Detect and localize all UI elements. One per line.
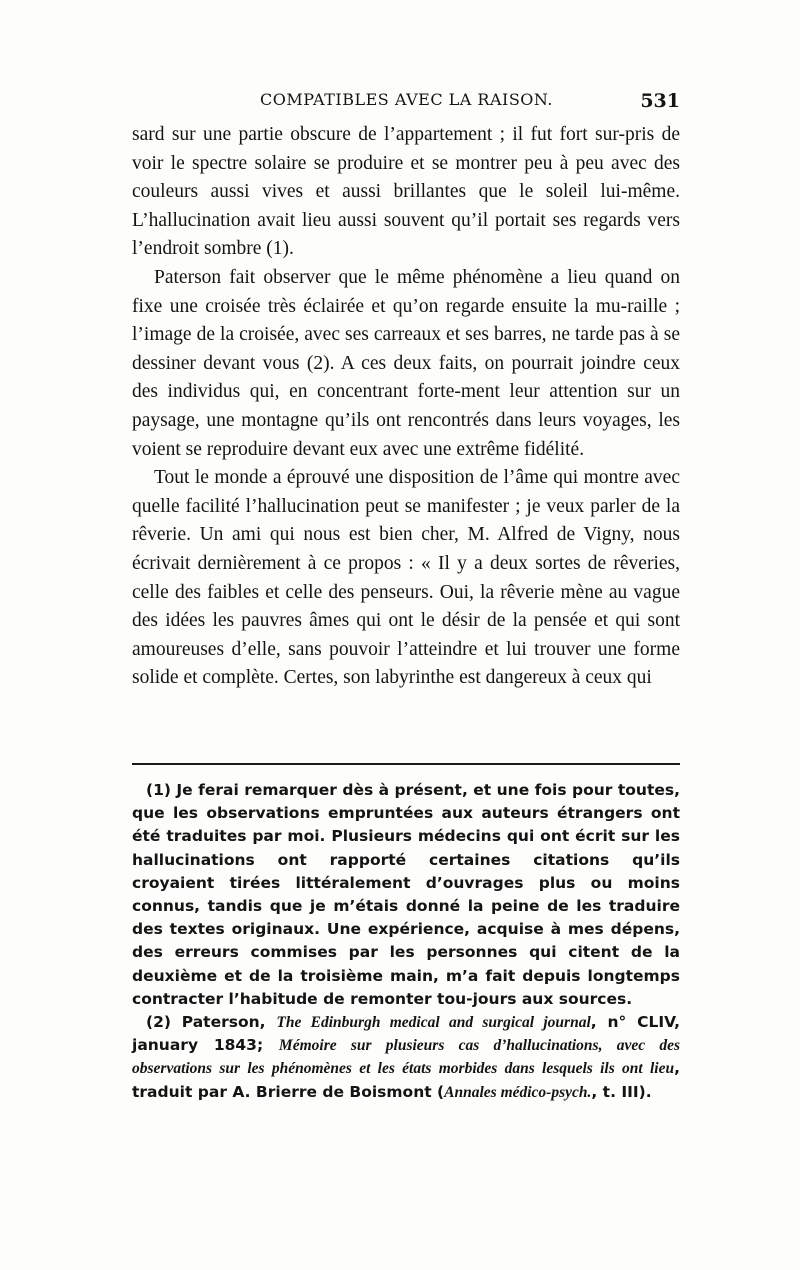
footnote-divider xyxy=(132,763,680,765)
footnote-2-journal: The Edinburgh medical and surgical journal xyxy=(276,1014,591,1032)
footnote-2 xyxy=(132,1011,680,1104)
footnotes xyxy=(132,779,680,1104)
paragraph-3: Tout le monde a éprouvé une disposition de l’âme qui montre avec quelle facilité l’hallucination peut se manifester ; je veux parler de la rêverie. Un ami qui nous est bien cher, M. Alfred de Vigny, nous écrivait dernièrement à ce propos : « Il y a deux sortes de rêveries, celle des faibles et celle des penseurs. Oui, la rêverie mène au vague des idées les pauvres âmes qui ont le désir de la pensée et qui sont amoureuses d’elle, sans pouvoir l’atteindre et lui trouver une forme solide et complète. Certes, son labyrinthe est dangereux à ceux qui xyxy=(132,467,680,689)
footnote-2-translator: , traduit par A. Brierre de Boismont ( xyxy=(132,1059,680,1101)
footnote-1: (1) Je ferai remarquer dès à présent, et une fois pour toutes, que les observations empruntées aux auteurs étrangers ont été traduites par moi. Plusieurs médecins qui ont écrit sur les hallucinations ont rapporté certaines citations qu’ils croyaient tirées littéralement d’ouvrages plus ou moins connus, tandis que je m’étais donné la peine de les traduire des textes originaux. Une expérience, acquise à mes dépens, des erreurs commises par les personnes qui citent de la deuxième et de la troisième main, m’a fait depuis longtemps contracter l’habitude de remonter tou-jours aux sources. xyxy=(132,781,680,1008)
paragraph-2: Paterson fait observer que le même phénomène a lieu quand on fixe une croisée très éclairée et qu’on regarde ensuite la mu-raille ; l’image de la croisée, avec ses carreaux et ses barres, ne tarde pas à se dessiner devant vous (2). A ces deux faits, on pourrait joindre ceux des individus qui, en concentrant forte-ment leur attention sur un paysage, une montagne qu’ils ont rencontrés dans leurs voyages, les voient se reproduire devant eux avec une extrême fidélité. xyxy=(132,266,680,460)
footnote-2-volume: , t. III). xyxy=(591,1082,652,1101)
running-title: COMPATIBLES AVEC LA RAISON. xyxy=(260,90,553,109)
footnote-2-issue: , n° CLIV, january 1843; xyxy=(132,1013,680,1055)
page-header xyxy=(132,90,680,118)
main-text xyxy=(132,121,680,693)
footnote-2-lead: (2) Paterson, xyxy=(146,1013,277,1032)
footnote-2-work: Mémoire sur plusieurs cas d’hallucinations, avec des observations sur les phénomènes et les états morbides dans lesquels ils ont lieu xyxy=(132,1037,680,1078)
footnote-2-source: Annales médico-psych. xyxy=(444,1083,592,1101)
page-number: 531 xyxy=(640,90,680,112)
paragraph-1: sard sur une partie obscure de l’appartement ; il fut fort sur-pris de voir le spectre solaire se produire et se montrer peu à peu avec des couleurs aussi vives et aussi brillantes que le soleil lui-même. L’hallucination avait lieu aussi souvent qu’il portait ses regards vers l’endroit sombre (1). xyxy=(132,124,680,260)
